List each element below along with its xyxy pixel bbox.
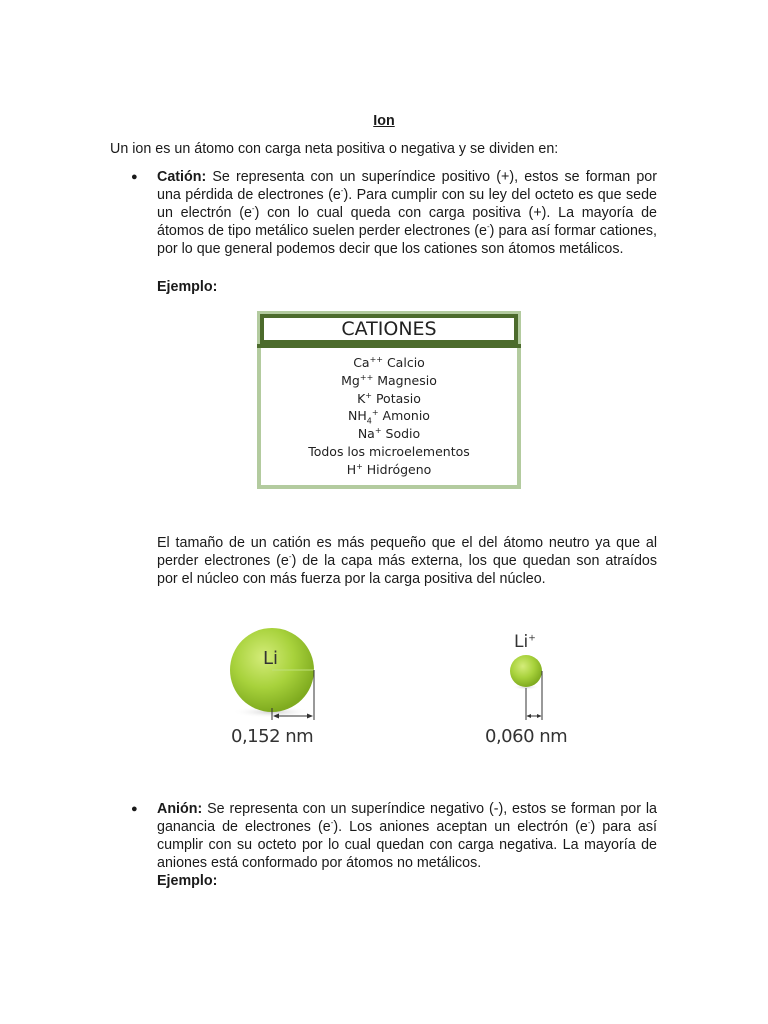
- cations-table: [257, 311, 521, 489]
- cations-table-header: CATIONES: [260, 314, 518, 344]
- bullet-anion: ●: [131, 803, 138, 815]
- cation-atom-label: Li+: [514, 632, 536, 652]
- neutral-arrowhead-right: [307, 714, 313, 719]
- cation-list-item: K+ Potasio: [357, 390, 421, 406]
- cation-arrowhead-left: [527, 714, 532, 718]
- neutral-atom-radius: 0,152 nm: [231, 726, 314, 747]
- cation-list-item: H+ Hidrógeno: [346, 461, 432, 477]
- cation-list-item: $NH_4^+$ Amonio: [348, 408, 430, 426]
- table-divider: [257, 344, 521, 348]
- size-paragraph: El tamaño de un catión es más pequeño que el del átomo neutro ya que al perder electrones (e-) de la capa más externa, los que quedan son atraídos por el núcleo con más fuerza por la carga positiva del núcleo.: [157, 535, 657, 587]
- cation-list-item: Mg++ Magnesio: [341, 372, 437, 388]
- cation-term: Catión:: [157, 169, 207, 185]
- cation-list-item: Ca++ Calcio: [353, 354, 425, 370]
- cation-atom-sphere: [510, 655, 542, 687]
- cation-list-item: Todos los microelementos: [308, 443, 470, 459]
- intro-paragraph: Un ion es un átomo con carga neta positiva o negativa y se dividen en:: [110, 141, 559, 157]
- anion-example-label: Ejemplo:: [157, 873, 218, 889]
- cation-atom-radius: 0,060 nm: [485, 726, 568, 747]
- cation-arrowhead-right: [537, 714, 542, 718]
- anion-paragraph: Anión: Se representa con un superíndice negativo (-), estos se forman por la ganancia de electrones (e-). Los aniones aceptan un electrón (e-) para así cumplir con su octeto por lo cual quedan con carga negativa. La mayoría de aniones está conformado por átomos no metálicos.: [157, 801, 657, 871]
- cation-list-item: Na+ Sodio: [357, 426, 421, 442]
- cation-example-label: Ejemplo:: [157, 279, 218, 295]
- cation-paragraph: Catión: Se representa con un superíndice positivo (+), estos se forman por una pérdida de electrones (e-). Para cumplir con su ley del octeto es que sede un electrón (e-) con lo cual queda con carga positiva (+). La mayoría de átomos de tipo metálico suelen perder electrones (e-) para así formar cationes, por lo que general podemos decir que los cationes son átomos metálicos.: [157, 169, 658, 257]
- neutral-atom-label: Li: [263, 648, 279, 669]
- anion-term: Anión:: [157, 801, 203, 817]
- document-title: Ion: [373, 113, 395, 129]
- bullet-cation: ●: [131, 171, 138, 183]
- cations-table-list: [261, 354, 517, 479]
